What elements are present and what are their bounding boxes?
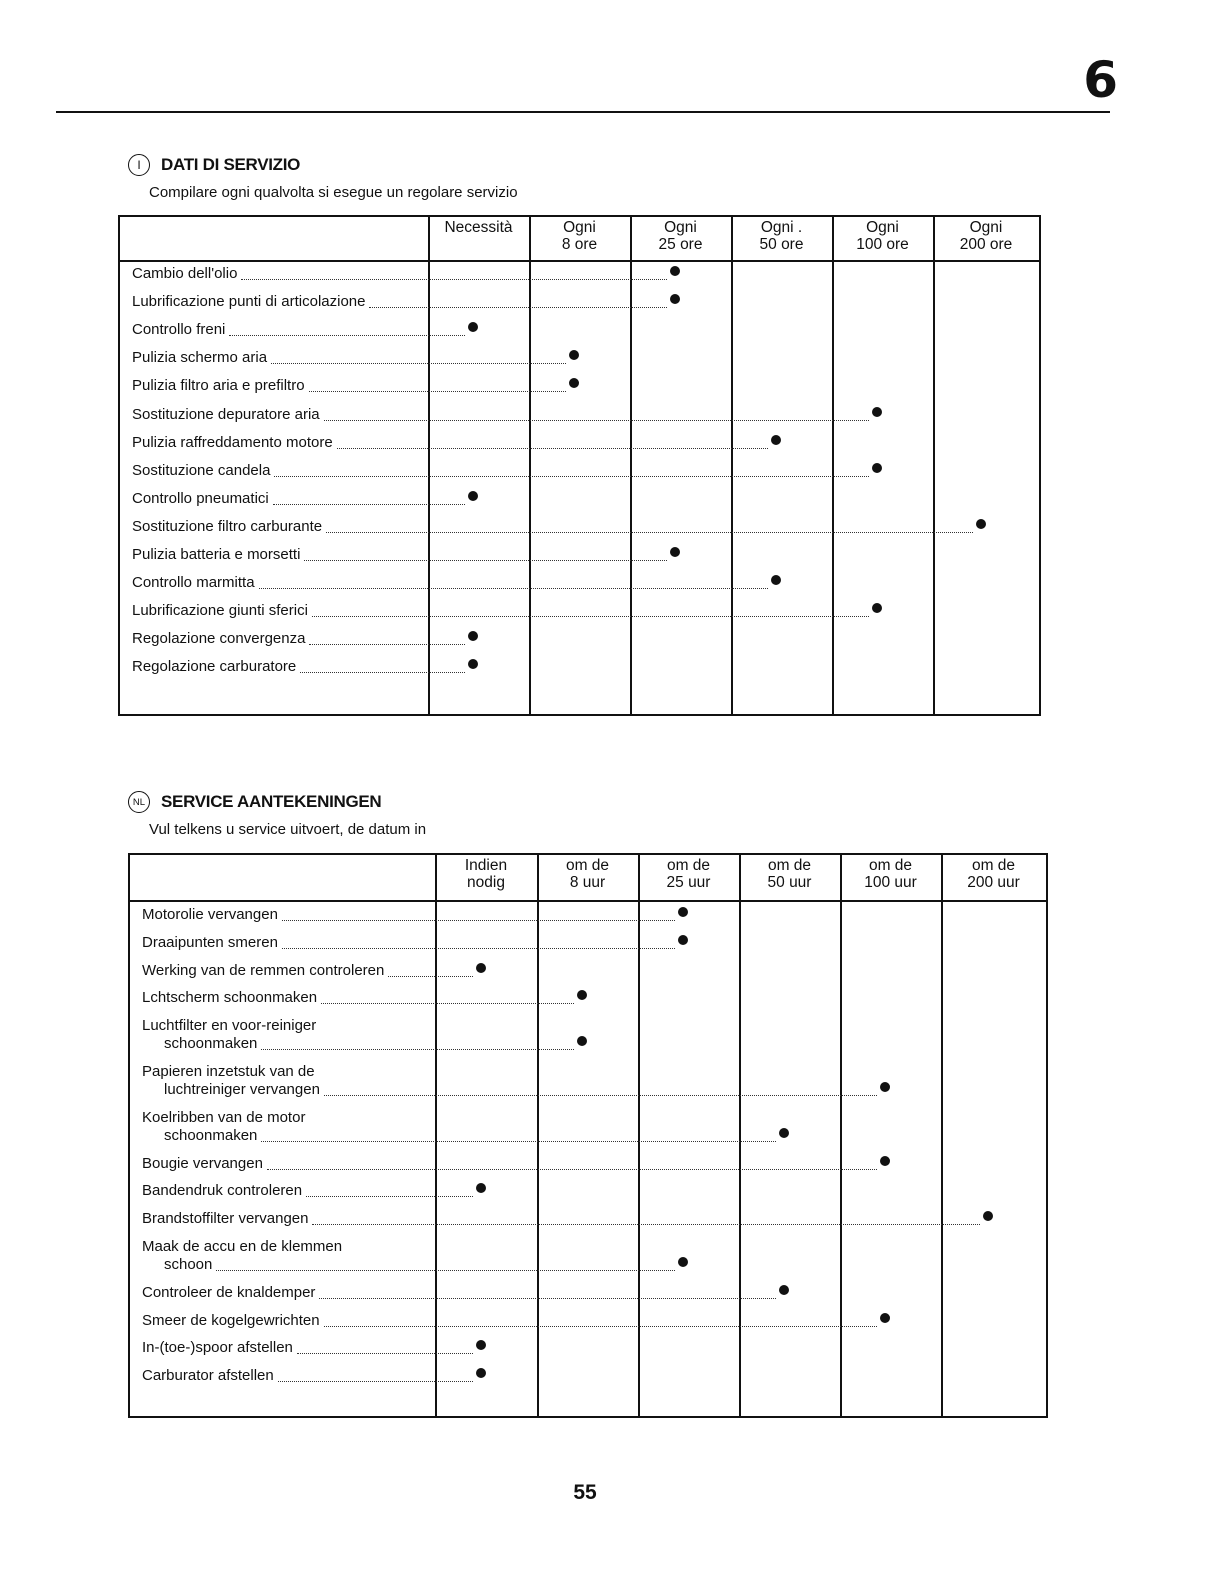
row-label [132, 349, 267, 367]
dot-leader [324, 1326, 878, 1327]
column-divider [435, 855, 437, 1416]
row-label-line: Pulizia raffreddamento motore [132, 433, 333, 451]
header-rule [56, 111, 1110, 113]
header-divider [130, 900, 1046, 902]
row-label [142, 1182, 302, 1200]
column-divider [832, 217, 834, 714]
row-label-line: In-(toe-)spoor afstellen [142, 1339, 293, 1357]
interval-marker [779, 1285, 789, 1295]
dot-leader [274, 476, 869, 477]
language-badge-icon: I [128, 154, 150, 176]
row-label [132, 658, 296, 676]
row-label [142, 1367, 274, 1385]
dot-leader [321, 1003, 574, 1004]
dot-leader [309, 391, 567, 392]
interval-marker [468, 491, 478, 501]
dot-leader [261, 1049, 574, 1050]
column-header-line1: om de [868, 857, 913, 874]
section-title: SERVICE AANTEKENINGEN [161, 792, 382, 811]
row-label [142, 962, 384, 980]
interval-marker [983, 1211, 993, 1221]
row-label-line: Controllo marmitta [132, 574, 255, 592]
row-label-line: schoonmaken [164, 1035, 258, 1053]
row-label-line: Papieren inzetstuk van de [142, 1063, 315, 1080]
column-header-line2: 200 ore [959, 236, 1013, 253]
column-header [630, 217, 731, 253]
row-label [142, 1284, 315, 1302]
interval-marker [468, 659, 478, 669]
column-header [941, 855, 1046, 891]
interval-marker [771, 575, 781, 585]
column-header-line2: nodig [467, 874, 505, 891]
dot-leader [267, 1169, 878, 1170]
row-label [142, 1109, 305, 1145]
column-header [638, 855, 739, 891]
column-header-line2: 8 ore [561, 236, 598, 253]
row-label-line: Controllo freni [132, 321, 226, 339]
column-header-line1: om de [971, 857, 1016, 874]
row-label-line: Carburator afstellen [142, 1367, 274, 1385]
row-label [132, 490, 269, 508]
interval-marker [779, 1128, 789, 1138]
column-divider [630, 217, 632, 714]
column-header-line1: om de [666, 857, 711, 874]
interval-marker [872, 603, 882, 613]
row-label-line: Maak de accu en de klemmen [142, 1238, 343, 1255]
column-header-line1: Ogni [563, 219, 596, 236]
interval-marker [976, 519, 986, 529]
dot-leader [278, 1381, 473, 1382]
row-label [142, 1312, 320, 1330]
column-header-line1: Ogni . [760, 219, 803, 236]
column-header-line1: Necessità [444, 219, 513, 236]
dot-leader [282, 948, 676, 949]
dot-leader [273, 504, 466, 505]
row-label-line: Werking van de remmen controleren [142, 961, 385, 979]
section-header-nl [128, 791, 381, 813]
dot-leader [216, 1270, 675, 1271]
row-label-line: Luchtfilter en voor-reiniger [142, 1017, 317, 1035]
interval-marker [577, 1036, 587, 1046]
header-divider [120, 260, 1039, 262]
column-header-line2: 50 uur [767, 874, 812, 891]
dot-leader [297, 1353, 473, 1354]
row-label-line: Sostituzione filtro carburante [132, 517, 323, 535]
dot-leader [229, 335, 465, 336]
row-label [142, 1155, 263, 1173]
row-label [132, 434, 333, 452]
dot-leader [309, 644, 465, 645]
row-label-line: luchtreiniger vervangen [164, 1081, 320, 1098]
column-header [537, 855, 638, 891]
interval-marker [670, 547, 680, 557]
row-label [142, 1063, 320, 1099]
dot-leader [369, 307, 667, 308]
service-table-it [118, 215, 1041, 716]
row-label-line: Controleer de knaldemper [142, 1283, 316, 1301]
interval-marker [771, 435, 781, 445]
column-header [739, 855, 840, 891]
row-label-line: Cambio dell'olio [132, 265, 238, 282]
section-subtitle: Compilare ogni qualvolta si esegue un regolare servizio [149, 184, 518, 201]
column-header-line1: om de [565, 857, 610, 874]
row-label-line: Sostituzione depuratore aria [132, 405, 320, 423]
interval-marker [670, 266, 680, 276]
interval-marker [678, 935, 688, 945]
row-label-line: Pulizia schermo aria [132, 349, 268, 367]
row-label-line: Pulizia filtro aria e prefiltro [132, 377, 305, 395]
interval-marker [872, 407, 882, 417]
section-title: DATI DI SERVIZIO [161, 155, 301, 174]
row-label [132, 630, 305, 648]
column-header-line1: Indien [464, 857, 508, 874]
row-label-line: Regolazione convergenza [132, 630, 306, 648]
column-header-line2: 100 uur [864, 874, 917, 891]
column-header [731, 217, 832, 253]
interval-marker [468, 322, 478, 332]
interval-marker [577, 990, 587, 1000]
column-header [840, 855, 941, 891]
interval-marker [468, 631, 478, 641]
chapter-number: 6 [1083, 51, 1118, 109]
interval-marker [880, 1156, 890, 1166]
row-label [132, 321, 225, 339]
column-divider [428, 217, 430, 714]
interval-marker [678, 907, 688, 917]
row-label [132, 293, 365, 311]
row-label-line: Lubrificazione punti di articolazione [132, 293, 366, 311]
dot-leader [259, 588, 769, 589]
dot-leader [282, 920, 676, 921]
row-label [132, 462, 270, 480]
interval-marker [476, 963, 486, 973]
row-label-line: Bandendruk controleren [142, 1182, 303, 1200]
column-header [933, 217, 1039, 253]
dot-leader [312, 1224, 980, 1225]
interval-marker [476, 1183, 486, 1193]
column-divider [638, 855, 640, 1416]
row-label [142, 1339, 293, 1357]
row-label [132, 602, 308, 620]
language-badge-icon: NL [128, 791, 150, 813]
row-label [132, 265, 237, 283]
dot-leader [261, 1141, 776, 1142]
column-divider [731, 217, 733, 714]
column-header-line1: om de [767, 857, 812, 874]
column-divider [529, 217, 531, 714]
column-header-line1: Ogni [866, 219, 899, 236]
dot-leader [241, 279, 667, 280]
row-label [132, 574, 255, 592]
column-header-line1: Ogni [664, 219, 697, 236]
column-header-line2: 100 ore [856, 236, 909, 253]
page-number: 55 [573, 1481, 597, 1504]
row-label-line: Brandstoffilter vervangen [142, 1210, 309, 1228]
dot-leader [306, 1196, 473, 1197]
column-divider [739, 855, 741, 1416]
row-label-line: Lubrificazione giunti sferici [132, 602, 308, 620]
dot-leader [304, 560, 667, 561]
dot-leader [312, 616, 870, 617]
column-divider [933, 217, 935, 714]
row-label-line: Draaipunten smeren [142, 933, 278, 951]
dot-leader [388, 976, 473, 977]
column-header-line1: Ogni [969, 219, 1003, 236]
section-subtitle: Vul telkens u service uitvoert, de datum in [149, 821, 427, 838]
row-label-line: Pulizia batteria e morsetti [132, 546, 301, 563]
row-label-line: Motorolie vervangen [142, 906, 278, 923]
interval-marker [880, 1082, 890, 1092]
row-label [132, 518, 322, 536]
column-header [435, 855, 537, 891]
dot-leader [319, 1298, 776, 1299]
column-header-line2: 8 uur [569, 874, 606, 891]
interval-marker [670, 294, 680, 304]
column-header [428, 217, 529, 236]
dot-leader [300, 672, 465, 673]
interval-marker [872, 463, 882, 473]
column-header-line2: 25 ore [658, 236, 703, 253]
column-header-line2: 200 uur [967, 874, 1020, 891]
column-header [832, 217, 933, 253]
interval-marker [678, 1257, 688, 1267]
column-divider [537, 855, 539, 1416]
row-label-line: Koelribben van de motor [142, 1108, 306, 1126]
row-label-line: Sostituzione candela [132, 461, 271, 479]
section-header-it [128, 154, 300, 176]
row-label-line: Smeer de kogelgewrichten [142, 1311, 320, 1329]
column-header-line2: 50 ore [759, 236, 804, 253]
column-header [529, 217, 630, 253]
row-label [132, 377, 305, 395]
dot-leader [271, 363, 566, 364]
interval-marker [880, 1313, 890, 1323]
row-label [132, 406, 320, 424]
interval-marker [569, 350, 579, 360]
column-header-line2: 25 uur [666, 874, 711, 891]
column-divider [840, 855, 842, 1416]
row-label [142, 989, 317, 1007]
interval-marker [569, 378, 579, 388]
column-divider [941, 855, 943, 1416]
row-label [132, 546, 300, 564]
interval-marker [476, 1368, 486, 1378]
row-label [142, 906, 278, 924]
dot-leader [324, 1095, 878, 1096]
row-label-line: Bougie vervangen [142, 1154, 263, 1172]
dot-leader [337, 448, 769, 449]
dot-leader [324, 420, 870, 421]
row-label-line: Lchtscherm schoonmaken [142, 989, 318, 1007]
row-label [142, 934, 278, 952]
row-label [142, 1210, 309, 1228]
row-label-line: Regolazione carburatore [132, 658, 297, 676]
row-label [142, 1238, 342, 1274]
dot-leader [326, 532, 973, 533]
row-label-line: Controllo pneumatici [132, 489, 269, 507]
row-label [142, 1017, 316, 1053]
interval-marker [476, 1340, 486, 1350]
row-label-line: schoonmaken [164, 1126, 258, 1144]
service-table-nl [128, 853, 1048, 1418]
row-label-line: schoon [164, 1256, 213, 1273]
